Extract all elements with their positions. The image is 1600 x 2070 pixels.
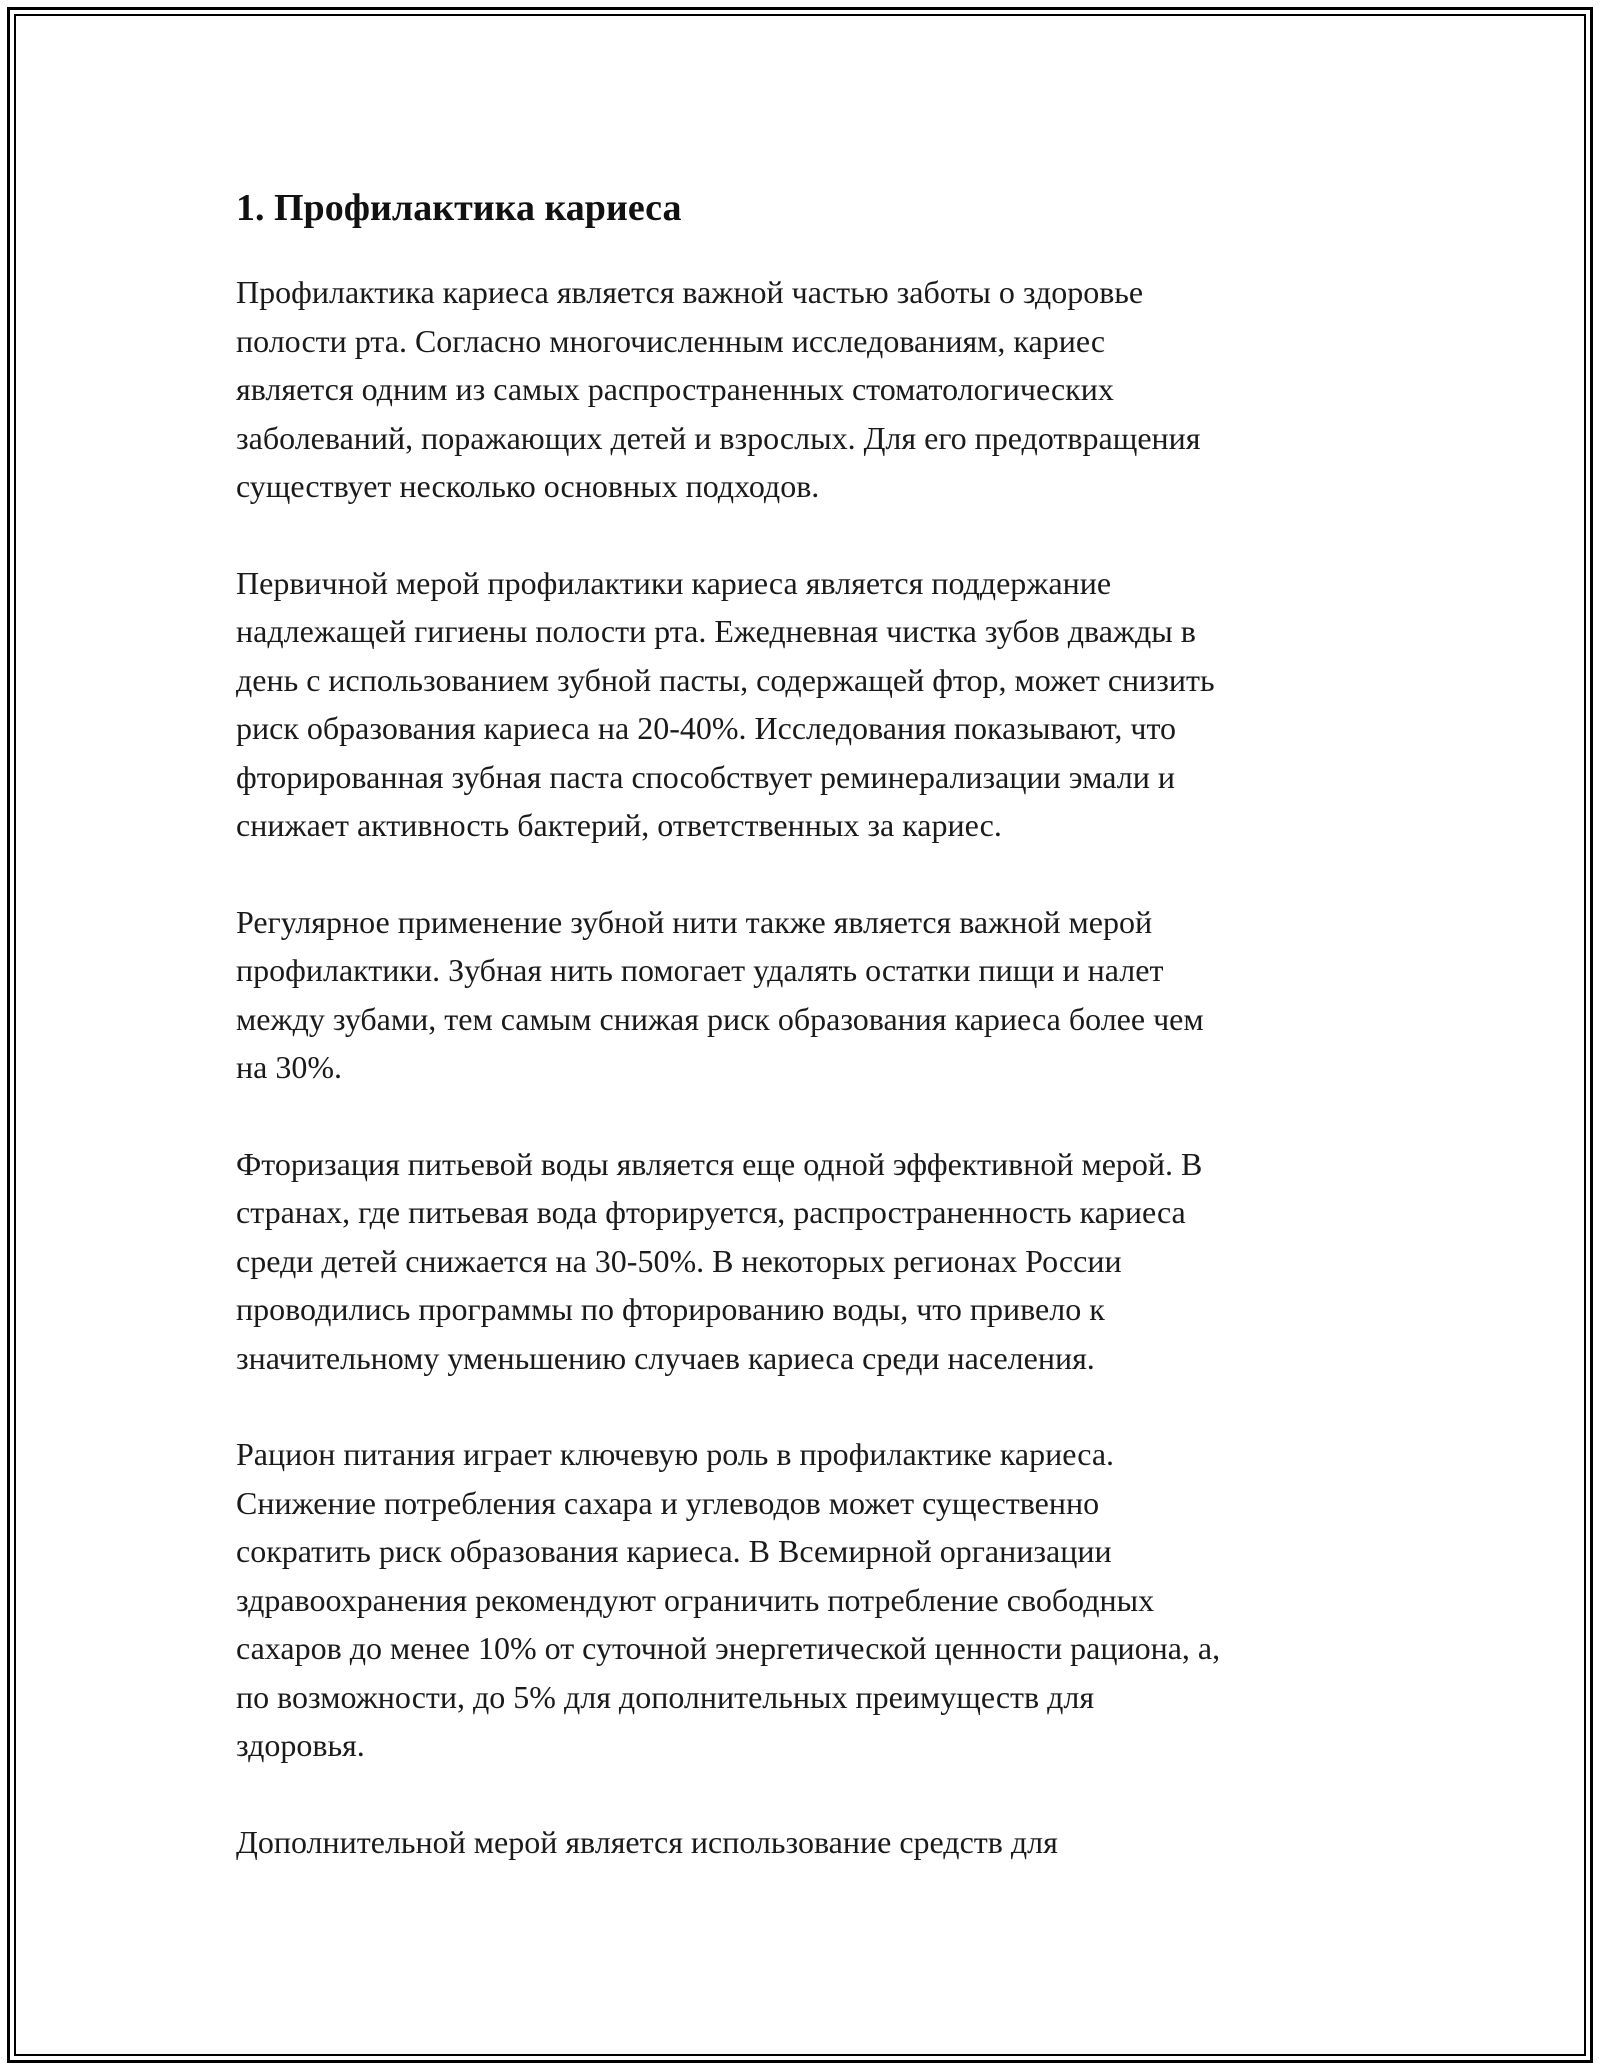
- text-line: фторированная зубная паста способствует реминерализации эмали и: [236, 758, 1175, 795]
- text-line: значительному уменьшению случаев кариеса среди населения.: [236, 1339, 1095, 1376]
- text-line: сахаров до менее 10% от суточной энергетической ценности рациона, а,: [236, 1630, 1221, 1666]
- text-line: Дополнительной мерой является использование средств для: [236, 1823, 1058, 1860]
- text-line: на 30%.: [236, 1049, 342, 1085]
- text-line: существует несколько основных подходов.: [236, 468, 820, 504]
- document-body: [236, 178, 1396, 1914]
- text-line: профилактики. Зубная нить помогает удалять остатки пищи и налет: [236, 952, 1164, 988]
- text-line: Профилактика кариеса является важной частью заботы о здоровье: [236, 274, 1144, 310]
- paragraph: [236, 898, 1396, 1092]
- text-line: день с использованием зубной пасты, содержащей фтор, может снизить: [236, 661, 1215, 698]
- text-line: риск образования кариеса на 20-40%. Исследования показывают, что: [236, 710, 1177, 746]
- text-line: снижает активность бактерий, ответственных за кариес.: [236, 807, 1002, 843]
- text-line: Регулярное применение зубной нити также является важной мерой: [236, 903, 1153, 940]
- text-line: Рацион питания играет ключевую роль в профилактике кариеса.: [236, 1436, 1115, 1472]
- text-line: здравоохранения рекомендуют ограничить потребление свободных: [236, 1581, 1155, 1618]
- text-line: сократить риск образования кариеса. В Всемирной организации: [236, 1533, 1112, 1569]
- paragraph: [236, 559, 1396, 850]
- text-line: между зубами, тем самым снижая риск образования кариеса более чем: [236, 1000, 1204, 1037]
- text-line: Первичной мерой профилактики кариеса является поддержание: [236, 564, 1112, 601]
- text-line: Фторизация питьевой воды является еще одной эффективной мерой. В: [236, 1145, 1203, 1182]
- text-line: среди детей снижается на 30-50%. В некоторых регионах России: [236, 1242, 1122, 1279]
- text-line: заболеваний, поражающих детей и взрослых. Для его предотвращения: [236, 419, 1201, 456]
- text-line: полости рта. Согласно многочисленным исследованиям, кариес: [236, 322, 1106, 359]
- section-heading: 1. Профилактика кариеса: [236, 187, 682, 229]
- text-line: здоровья.: [236, 1727, 365, 1763]
- paragraph: [236, 1818, 1396, 1867]
- text-line: надлежащей гигиены полости рта. Ежедневная чистка зубов дважды в: [236, 613, 1196, 649]
- paragraph: [236, 1430, 1396, 1770]
- text-line: странах, где питьевая вода фторируется, распространенность кариеса: [236, 1194, 1186, 1230]
- text-line: является одним из самых распространенных стоматологических: [236, 371, 1114, 407]
- text-line: Снижение потребления сахара и углеводов может существенно: [236, 1484, 1100, 1521]
- paragraph: [236, 1140, 1396, 1383]
- paragraph: [236, 268, 1396, 511]
- text-line: проводились программы по фторированию воды, что привело к: [236, 1291, 1105, 1327]
- text-line: по возможности, до 5% для дополнительных преимуществ для: [236, 1678, 1095, 1715]
